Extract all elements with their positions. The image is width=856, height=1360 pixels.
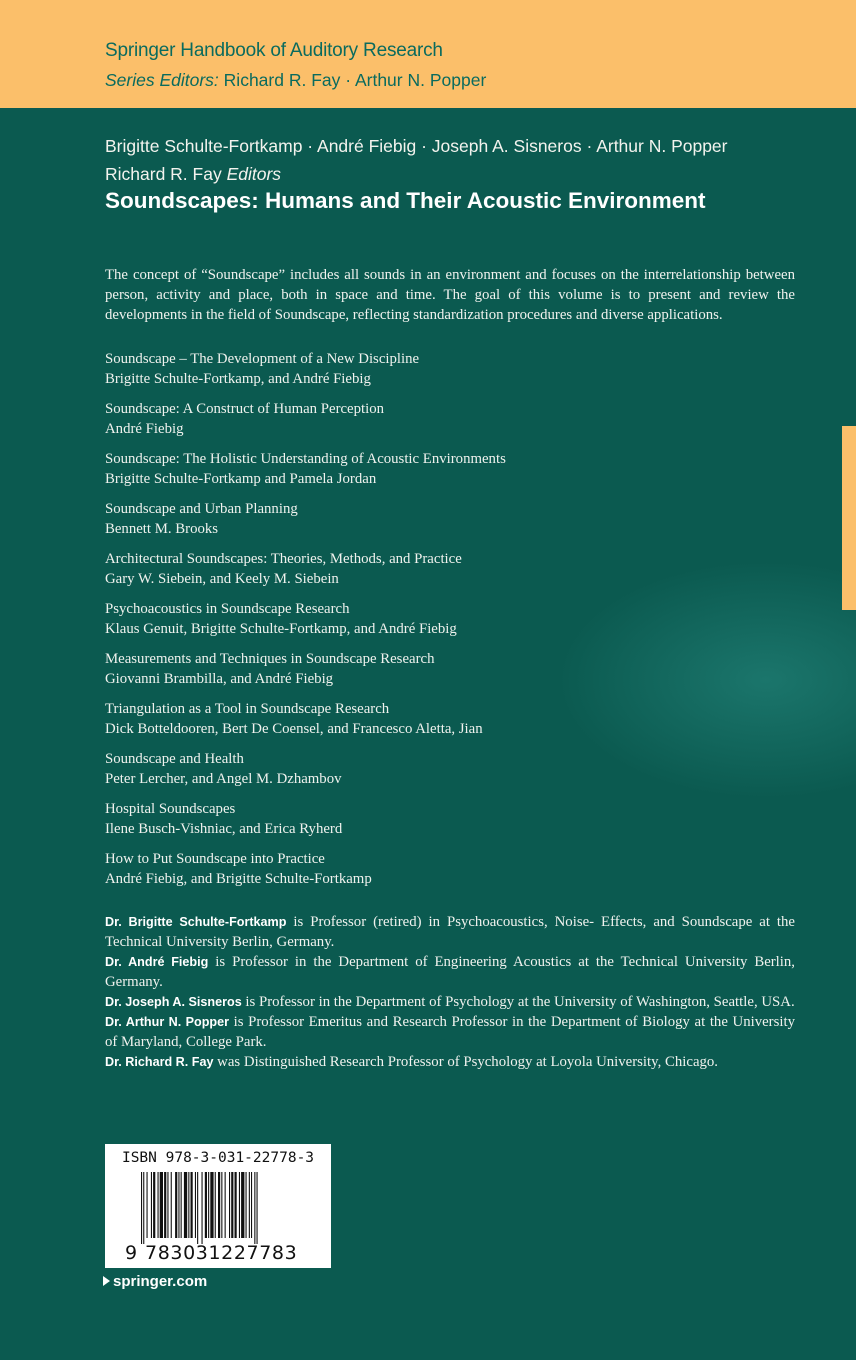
series-editors-label: Series Editors:	[105, 70, 219, 90]
toc-chapter-authors: Ilene Busch-Vishniac, and Erica Ryherd	[105, 821, 343, 837]
barcode-bar	[167, 1172, 168, 1238]
toc-entry	[105, 599, 805, 649]
isbn-barcode	[105, 1144, 331, 1268]
toc-entry	[105, 499, 805, 549]
book-editors	[105, 132, 805, 188]
series-editors	[105, 70, 486, 91]
barcode-bar	[147, 1172, 148, 1238]
editors-label: Editors	[226, 164, 282, 184]
barcode-bar	[184, 1172, 187, 1238]
toc-chapter-title: Soundscape and Health	[105, 751, 244, 767]
barcode-bar	[235, 1172, 237, 1238]
barcode-bar	[195, 1172, 196, 1238]
barcode-bar	[191, 1172, 193, 1238]
toc-chapter-title: Measurements and Techniques in Soundscape Research	[105, 651, 435, 667]
toc-chapter-authors: André Fiebig, and Brigitte Schulte-Fortkamp	[105, 871, 372, 887]
toc-chapter-title: Soundscape – The Development of a New Discipline	[105, 351, 420, 367]
barcode-bar	[208, 1172, 209, 1238]
barcode-bar	[251, 1172, 252, 1238]
barcode-bar	[257, 1172, 258, 1244]
toc-entry	[105, 399, 805, 449]
bio-text: is Professor Emeritus and Research Professor in the Department of Biology at the University of Maryland, College Park.	[105, 1014, 795, 1050]
bio-entry	[105, 952, 795, 992]
toc-entry	[105, 349, 805, 399]
barcode-remaining-digits: 783031227783	[145, 1242, 298, 1264]
toc-chapter-title: How to Put Soundscape into Practice	[105, 851, 325, 867]
bio-name: Dr. André Fiebig	[105, 955, 209, 969]
barcode-bar	[202, 1172, 203, 1244]
barcode-bar	[151, 1172, 152, 1238]
toc-chapter-authors: Brigitte Schulte-Fortkamp, and André Fiebig	[105, 371, 371, 387]
barcode-bar	[246, 1172, 247, 1238]
toc-chapter-authors: André Fiebig	[105, 421, 184, 437]
series-editors-names: Richard R. Fay · Arthur N. Popper	[223, 70, 487, 90]
barcode-bar	[221, 1172, 222, 1238]
barcode-bar	[141, 1172, 142, 1244]
editor-biographies	[105, 912, 795, 1072]
book-title: Soundscapes: Humans and Their Acoustic Environment	[105, 188, 706, 213]
toc-chapter-title: Hospital Soundscapes	[105, 801, 236, 817]
toc-chapter-authors: Klaus Genuit, Brigitte Schulte-Fortkamp, and André Fiebig	[105, 621, 457, 637]
barcode-bar	[171, 1172, 172, 1238]
bio-entry	[105, 912, 795, 952]
barcode-bar	[239, 1172, 240, 1238]
barcode-bar	[178, 1172, 179, 1238]
bio-entry	[105, 1052, 795, 1072]
series-title: Springer Handbook of Auditory Research	[105, 40, 443, 61]
barcode-bar	[218, 1172, 220, 1238]
barcode-bar	[229, 1172, 230, 1238]
toc-chapter-title: Triangulation as a Tool in Soundscape Research	[105, 701, 390, 717]
toc-chapter-title: Architectural Soundscapes: Theories, Methods, and Practice	[105, 551, 462, 567]
barcode-bar	[197, 1172, 198, 1244]
bio-name: Dr. Richard R. Fay	[105, 1055, 214, 1069]
barcode-bar	[225, 1172, 226, 1238]
toc-chapter-authors: Giovanni Brambilla, and André Fiebig	[105, 671, 334, 687]
barcode-bar	[210, 1172, 213, 1238]
toc-entry	[105, 849, 805, 899]
barcode-bar	[181, 1172, 182, 1238]
series-band	[0, 0, 856, 108]
barcode-bar	[175, 1172, 177, 1238]
barcode-bar	[160, 1172, 163, 1238]
toc-entry	[105, 699, 805, 749]
isbn-number: ISBN 978-3-031-22778-3	[121, 1150, 315, 1166]
bio-name: Dr. Arthur N. Popper	[105, 1015, 230, 1029]
barcode-bar	[249, 1172, 250, 1238]
toc-chapter-title: Soundscape: A Construct of Human Perception	[105, 401, 385, 417]
barcode-bar	[164, 1172, 166, 1238]
editors-line-1: Brigitte Schulte-Fortkamp · André Fiebig · Joseph A. Sisneros · Arthur N. Popper	[105, 136, 728, 156]
toc-chapter-authors: Brigitte Schulte-Fortkamp and Pamela Jordan	[105, 471, 377, 487]
toc-chapter-authors: Peter Lercher, and Angel M. Dzhambov	[105, 771, 342, 787]
bio-text: is Professor in the Department of Psychology at the University of Washington, Seattle, USA.	[241, 994, 795, 1010]
barcode-bar	[205, 1172, 207, 1238]
toc-chapter-title: Soundscape and Urban Planning	[105, 501, 298, 517]
arrow-right-icon	[103, 1276, 110, 1286]
barcode-bars	[141, 1172, 301, 1244]
toc-chapter-authors: Gary W. Siebein, and Keely M. Siebein	[105, 571, 339, 587]
toc-entry	[105, 449, 805, 499]
bio-entry	[105, 992, 795, 1012]
bio-text: was Distinguished Research Professor of Psychology at Loyola University, Chicago.	[213, 1054, 719, 1070]
barcode-bar	[231, 1172, 233, 1238]
toc-chapter-title: Soundscape: The Holistic Understanding of Acoustic Environments	[105, 451, 506, 467]
toc-entry	[105, 749, 805, 799]
toc-chapter-authors: Bennett M. Brooks	[105, 521, 219, 537]
table-of-contents	[105, 349, 805, 899]
bio-text: is Professor (retired) in Psychoacoustics, Noise- Effects, and Soundscape at the Technical University Berlin, Germany.	[105, 914, 795, 950]
barcode-bar	[254, 1172, 255, 1244]
toc-chapter-title: Psychoacoustics in Soundscape Research	[105, 601, 350, 617]
barcode-bar	[188, 1172, 189, 1238]
barcode-bar	[158, 1172, 159, 1238]
book-description: The concept of “Soundscape” includes all sounds in an environment and focuses on the interrelationship between person, activity and place, both in space and time. The goal of this volume is to present and review the developments in the field of Soundscape, reflecting standardization procedures and diverse applications.	[105, 267, 795, 323]
springer-link-text: springer.com	[113, 1273, 208, 1290]
toc-chapter-authors: Dick Botteldooren, Bert De Coensel, and Francesco Aletta, Jian	[105, 721, 483, 737]
toc-entry	[105, 649, 805, 699]
toc-entry	[105, 549, 805, 599]
barcode-bar	[143, 1172, 144, 1244]
barcode-first-digit: 9	[125, 1242, 138, 1264]
side-color-tab	[842, 426, 856, 610]
bio-text: is Professor in the Department of Engineering Acoustics at the Technical University Berlin, Germany.	[105, 954, 796, 990]
bio-entry	[105, 1012, 795, 1052]
bio-name: Dr. Joseph A. Sisneros	[105, 995, 242, 1009]
editors-line-2	[105, 160, 805, 188]
editors-line-2-name: Richard R. Fay	[105, 164, 222, 184]
barcode-bar	[215, 1172, 216, 1238]
barcode-bar	[153, 1172, 155, 1238]
bio-name: Dr. Brigitte Schulte-Fortkamp	[105, 915, 287, 929]
barcode-bar	[241, 1172, 244, 1238]
toc-entry	[105, 799, 805, 849]
springer-link[interactable]	[103, 1273, 207, 1290]
